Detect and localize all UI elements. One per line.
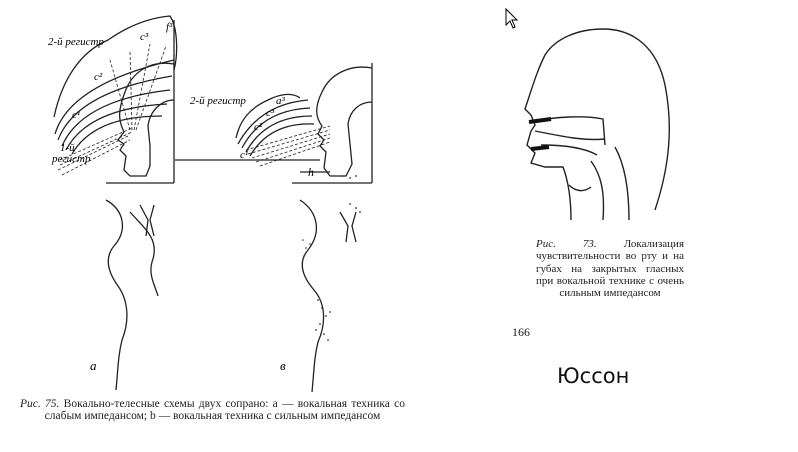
- register-1-label: 1-й: [60, 142, 75, 154]
- register-2-label-a: 2-й регистр: [48, 36, 104, 48]
- author-label: Юссон: [557, 364, 630, 388]
- note-a-3: c³: [140, 31, 149, 43]
- mouse-pointer-icon: [505, 8, 519, 30]
- register-2-label-b: 2-й регистр: [190, 95, 246, 107]
- register-1-label-2: регистр: [52, 153, 91, 165]
- figure-73-caption: [536, 238, 684, 299]
- page-number: 166: [512, 325, 530, 339]
- note-b-1: c¹: [240, 149, 249, 161]
- panel-label-b: в: [280, 358, 286, 373]
- panel-label-a: а: [90, 358, 97, 373]
- note-a-2: c²: [94, 71, 103, 83]
- figure-73-text: Локализация чувствительности во рту и на губах на закрытых гласных при вокальной технике с очень сильным импедансом: [536, 238, 684, 300]
- figure-75-number: Рис. 75.: [20, 398, 60, 410]
- figure-75-drawing: [0, 0, 420, 395]
- label-h: h: [308, 165, 314, 179]
- figure-75-caption: [20, 398, 405, 422]
- figure-75-text: Вокально-телесные схемы двух сопрано: а — вокальная техника со слабым импедансом; b — вокальная техника с сильным импедансом: [44, 398, 405, 422]
- note-b-3: c³: [266, 107, 275, 119]
- note-a-1: c¹: [72, 109, 81, 121]
- figure-73-drawing: [505, 15, 685, 230]
- note-a-4: f³: [166, 21, 173, 33]
- note-b-4: a³: [276, 95, 285, 107]
- figure-73-number: Рис. 73.: [536, 238, 597, 250]
- note-b-2: c²: [254, 121, 263, 133]
